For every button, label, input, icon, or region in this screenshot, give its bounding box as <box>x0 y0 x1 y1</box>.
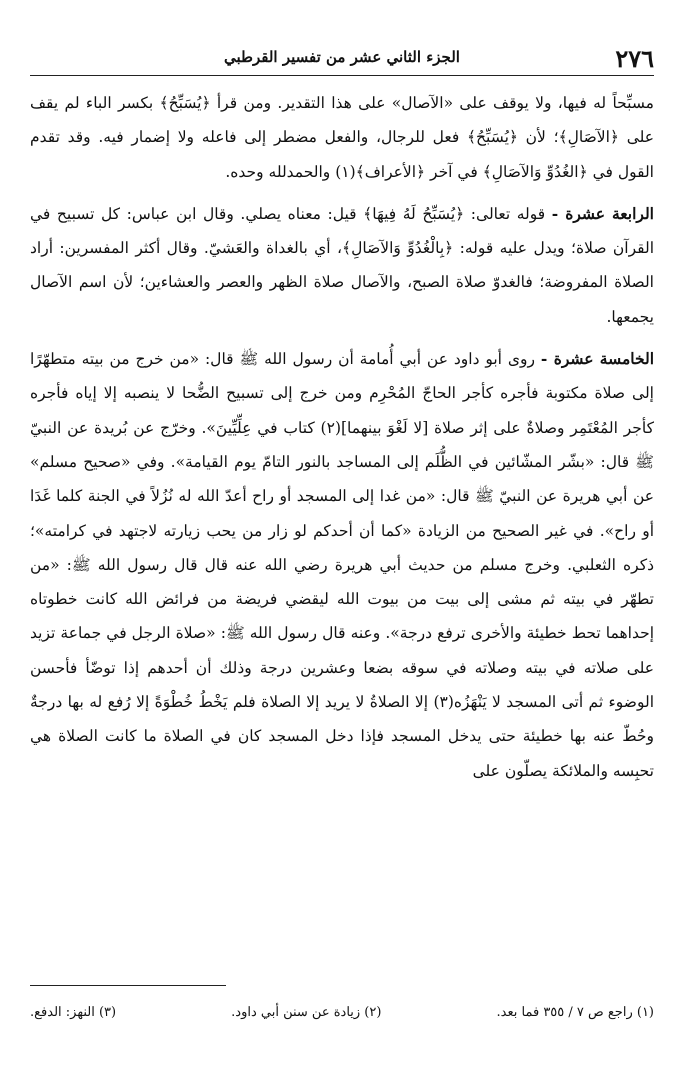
running-title: الجزء الثاني عشر من تفسير القرطبي <box>224 48 460 66</box>
footnote: (٣) النهز: الدفع. <box>30 1005 117 1020</box>
header-rule <box>30 75 654 76</box>
section-heading: الرابعة عشرة - <box>551 203 654 223</box>
paragraph <box>30 86 654 189</box>
page-number: ٢٧٦ <box>615 44 654 73</box>
paragraph-text: قوله تعالى: ﴿يُسَبِّحُ لَهُ فِيهَا﴾ قيل: معناه يصلي. وقال ابن عباس: كل تسبيح في القرآن صلاة؛ ويدل عليه قوله: ﴿بِالْغُدُوِّ وَالآصَالِ﴾، أي بالغداة والعَشيّ. وقال أكثر المفسرين: أراد الصلاة المفروضة؛ فالغدوّ صلاة الصبح، والآصال صلاة الظهر والعصر والعشاءين؛ لأن اسم الآصال يجمعها. <box>30 204 654 326</box>
paragraph-text: روى أبو داود عن أبي أُمامة أن رسول الله ﷺ قال: «من خرج من بيته متطهّرًا إلى صلاة مكتوبة فأجره كأجر الحاجّ المُحْرِم ومن خرج إلى تسبيح الضُّحا لا ينصبه إلا إياه فأجره كأجر المُعْتَمِر وصلاةٌ على إثر صلاة [لا لَغْوَ بينهما](٢) كتاب في عِلِّيِّينَ». وخرّج عن بُريدة عن النبيّ ﷺ قال: «بشّر المشّائين في الظُّلَم إلى المساجد بالنور التامّ يوم القيامة». وفي «صحيح مسلم» عن أبي هريرة عن النبيّ ﷺ قال: «من غدا إلى المسجد أو راح أعدّ الله له نُزُلاً في الجنة كلما غَدَا أو راح». في غير الصحيح من الزيادة «كما أن أحدكم لو زار من يحب زيارته لاجتهد في كرامته»؛ ذكره الثعلبي. وخرج مسلم من حديث أبي هريرة رضي الله عنه قال قال رسول الله ﷺ: «من تطهّر في بيته ثم مشى إلى بيت من بيوت الله ليقضي فريضة من فرائض الله كانت خطوتاه إحداهما تحط خطيئة والأخرى ترفع درجة». وعنه قال رسول الله ﷺ: «صلاة الرجل في جماعة تزيد على صلاته في بيته وصلاته في سوقه بضعا وعشرين درجة وذلك أن أحدهم إذا توضّأ فأحسن الوضوء ثم أتى المسجد لا يَنْهَزُه(٣) إلا الصلاةُ لا يريد إلا الصلاة فلم يَخْطُ خُطْوَةً إلا رُفع له بها درجةٌ وحُطّ عنه بها خطيئة حتى يدخل المسجد فإذا دخل المسجد كان في الصلاة ما كانت الصلاة هي تحبِسه والملائكة يصلّون على <box>30 350 655 780</box>
footnote: (٢) زيادة عن سنن أبي داود. <box>231 1005 382 1020</box>
paragraph-text: مسبِّحاً له فيها، ولا يوقف على «الآصال» على هذا التقدير. ومن قرأ ﴿يُسَبِّحُ﴾ بكسر الباء لم يقف على ﴿الآصَالِ﴾؛ لأن ﴿يُسَبِّحُ﴾ فعل للرجال، والفعل مضطر إلى فاعله ولا إضمار فيه. وقد تقدم القول في ﴿الغُدُوِّ وَالآصَالِ﴾ في آخر ﴿الأعراف﴾(١) والحمدلله وحده. <box>30 94 654 181</box>
footnote-rule <box>30 985 226 986</box>
paragraph <box>30 342 654 788</box>
page-header <box>30 40 654 76</box>
footnote: (١) راجع ص ٧ / ٣٥٥ فما بعد. <box>496 1005 654 1020</box>
section-heading: الخامسة عشرة - <box>540 349 655 369</box>
page-body <box>30 86 654 796</box>
paragraph <box>30 197 654 334</box>
footnotes <box>30 1005 654 1020</box>
